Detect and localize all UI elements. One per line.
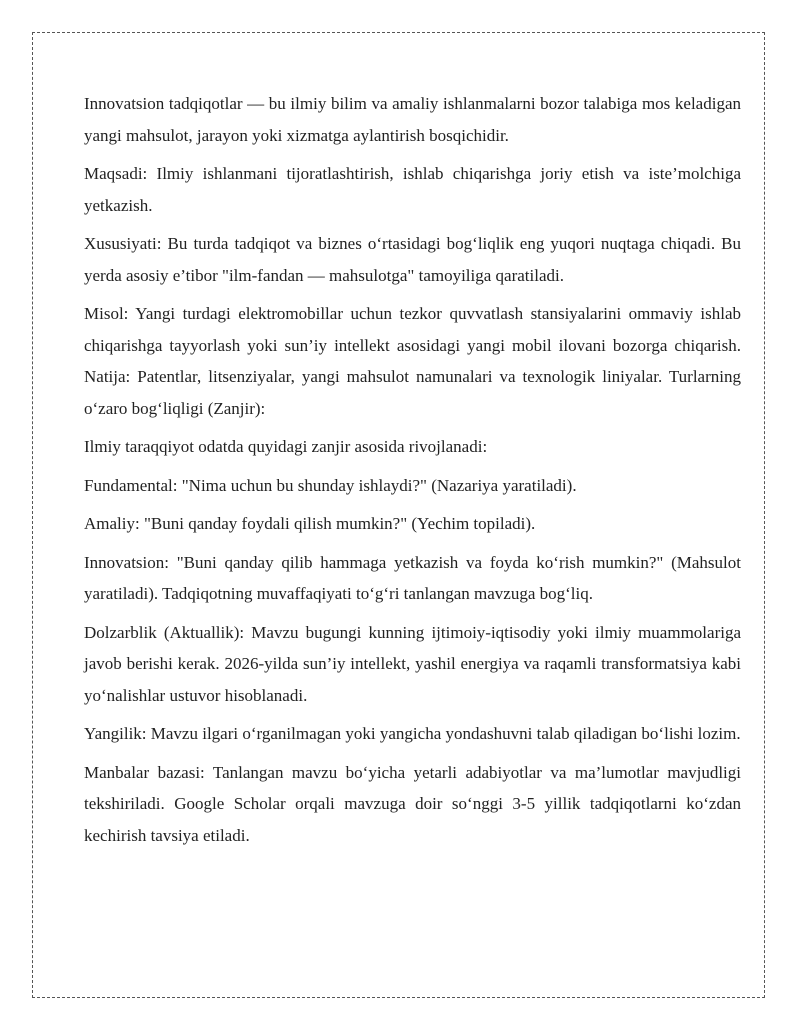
paragraph-xususiyati: Xususiyati: Bu turda tadqiqot va biznes o‘rtasidagi bog‘liqlik eng yuqori nuqtaga chiqadi. Bu yerda asosiy e’tibor "ilm-fandan — mahsulotga" tamoyiliga qaratiladi. [84,234,741,285]
paragraph-misol: Misol: Yangi turdagi elektromobillar uchun tezkor quvvatlash stansiyalarini ommaviy ishlab chiqarishga tayyorlash yoki sun’iy intellekt asosidagi yangi mobil ilovani bozorga chiqarish. Natija: Patentlar, litsenziyalar, yangi mahsulot namunalari va texnologik liniyalar. Turlarning o‘zaro bog‘liqligi (Zanjir): [84,304,741,418]
document-body [84,88,741,858]
paragraph-dolzarblik: Dolzarblik (Aktuallik): Mavzu bugungi kunning ijtimoiy-iqtisodiy yoki ilmiy muammolariga javob berishi kerak. 2026-yilda sun’iy intellekt, yashil energiya va raqamli transformatsiya kabi yo‘nalishlar ustuvor hisoblanadi. [84,622,741,705]
paragraph-yangilik: Yangilik: Mavzu ilgari o‘rganilmagan yoki yangicha yondashuvni talab qiladigan bo‘lishi lozim. [84,724,741,743]
paragraph-amaliy: Amaliy: "Buni qanday foydali qilish mumkin?" (Yechim topiladi). [84,514,536,533]
paragraph-fundamental: Fundamental: "Nima uchun bu shunday ishlaydi?" (Nazariya yaratiladi). [84,475,577,495]
paragraph-innovatsion-definition: Innovatsion tadqiqotlar — bu ilmiy bilim va amaliy ishlanmalarni bozor talabiga mos keladigan yangi mahsulot, jarayon yoki xizmatga aylantirish bosqichidir. [84,94,741,145]
paragraph-innovatsion: Innovatsion: "Buni qanday qilib hammaga yetkazish va foyda ko‘rish mumkin?" (Mahsulot yaratiladi). Tadqiqotning muvaffaqiyati to‘g‘ri tanlangan mavzuga bog‘liq. [84,552,741,603]
paragraph-manbalar: Manbalar bazasi: Tanlangan mavzu bo‘yicha yetarli adabiyotlar va ma’lumotlar mavjudligi tekshiriladi. Google Scholar orqali mavzuga doir so‘nggi 3-5 yillik tadqiqotlarni ko‘zdan kechirish tavsiya etiladi. [84,762,741,845]
paragraph-maqsadi: Maqsadi: Ilmiy ishlanmani tijoratlashtirish, ishlab chiqarishga joriy etish va iste’molchiga yetkazish. [84,164,741,215]
paragraph-zanjir-intro: Ilmiy taraqqiyot odatda quyidagi zanjir asosida rivojlanadi: [84,437,488,456]
